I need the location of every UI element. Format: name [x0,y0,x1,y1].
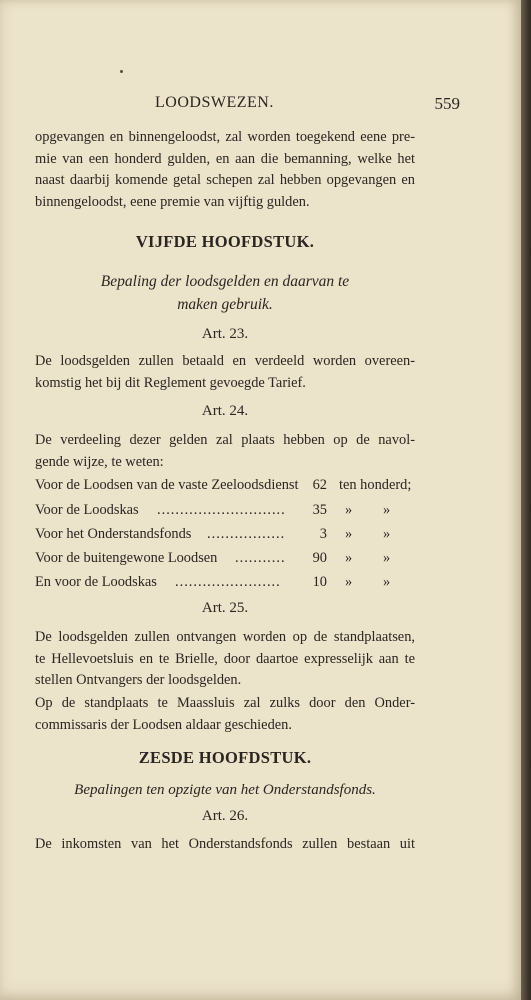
row-amount: 62 [312,477,327,493]
text-line: mie van een honderd gulden, en aan die bemanning, welke het [35,150,415,167]
row-label: Voor het Onderstandsfonds [35,526,192,542]
distribution-row [35,574,415,596]
distribution-row [35,550,415,572]
running-head-title: LOODSWEZEN. [155,94,274,111]
article-25-paragraph-2 [35,693,415,736]
row-label: En voor de Loodskas [35,574,157,590]
row-label: Voor de Loodskas [35,502,139,518]
article-23-text [35,351,415,394]
ditto-mark: » [383,526,391,542]
paper-speck [120,70,123,73]
text-line: Op de standplaats te Maassluis zal zulks door den Onder- [35,695,415,711]
row-unit: ten honderd; [339,477,412,493]
distribution-row [35,502,415,524]
ditto-mark: » [383,502,391,518]
article-23-heading: Art. 23. [201,326,249,342]
subtitle-line: Bepaling der loodsgelden en daarvan te [100,273,350,290]
chapter-heading-5: VIJFDE HOOFDSTUK. [135,232,315,251]
ditto-mark: » [383,550,391,566]
text-line: De inkomsten van het Onderstandsfonds zullen bestaan uit [35,836,415,852]
dot-leader: ............................ [157,502,286,518]
row-amount: 3 [319,526,327,542]
dot-leader: ........... [235,550,286,566]
ditto-mark: » [345,574,353,590]
article-25-paragraph-1 [35,627,415,692]
row-amount: 10 [312,574,327,590]
text-line: gende wijze, te weten: [35,453,164,470]
text-line: opgevangen en binnengeloodst, zal worden toegekend eene pre- [35,129,415,145]
article-24-text [35,430,415,473]
text-line: komstig het bij dit Reglement gevoegde Tarief. [35,374,306,391]
row-amount: 90 [312,550,327,566]
row-label: Voor de Loodsen van de vaste Zeeloodsdienst [35,477,299,493]
chapter-heading-6: ZESDE HOOFDSTUK. [138,748,312,767]
article-26-text [35,834,415,856]
book-page-edge [521,0,531,1000]
ditto-mark: » [345,550,353,566]
chapter-5-subtitle [35,270,415,316]
ditto-mark: » [345,502,353,518]
article-26-heading: Art. 26. [201,808,249,824]
text-line: te Hellevoetsluis en te Brielle, door daartoe expresselijk aan te [35,650,415,667]
distribution-row [35,526,415,548]
article-24-heading: Art. 24. [201,403,249,419]
text-line: binnengeloodst, eene premie van vijftig gulden. [35,193,310,210]
running-head [30,94,460,118]
row-label: Voor de buitengewone Loodsen [35,550,218,566]
dot-leader: ....................... [175,574,281,590]
text-line: De loodsgelden zullen betaald en verdeeld worden overeen- [35,353,415,369]
subtitle-line: maken gebruik. [177,296,273,313]
intro-paragraph [35,127,415,213]
text-line: stellen Ontvangers der loodsgelden. [35,672,242,688]
row-amount: 35 [312,502,327,518]
page-number: 559 [434,94,460,113]
dot-leader: ................. [207,526,286,542]
text-line: commissaris der Loodsen aldaar geschieden. [35,716,292,733]
article-25-heading: Art. 25. [201,600,249,616]
text-line: De verdeeling dezer gelden zal plaats hebben op de navol- [35,432,415,448]
text-line: naast daarbij komende getal schepen zal hebben opgevangen en [35,172,415,188]
chapter-6-subtitle: Bepalingen ten opzigte van het Onderstandsfonds. [74,782,376,798]
ditto-mark: » [345,526,353,542]
distribution-row [35,477,415,499]
text-line: De loodsgelden zullen ontvangen worden op de standplaatsen, [35,629,415,645]
ditto-mark: » [383,574,391,590]
